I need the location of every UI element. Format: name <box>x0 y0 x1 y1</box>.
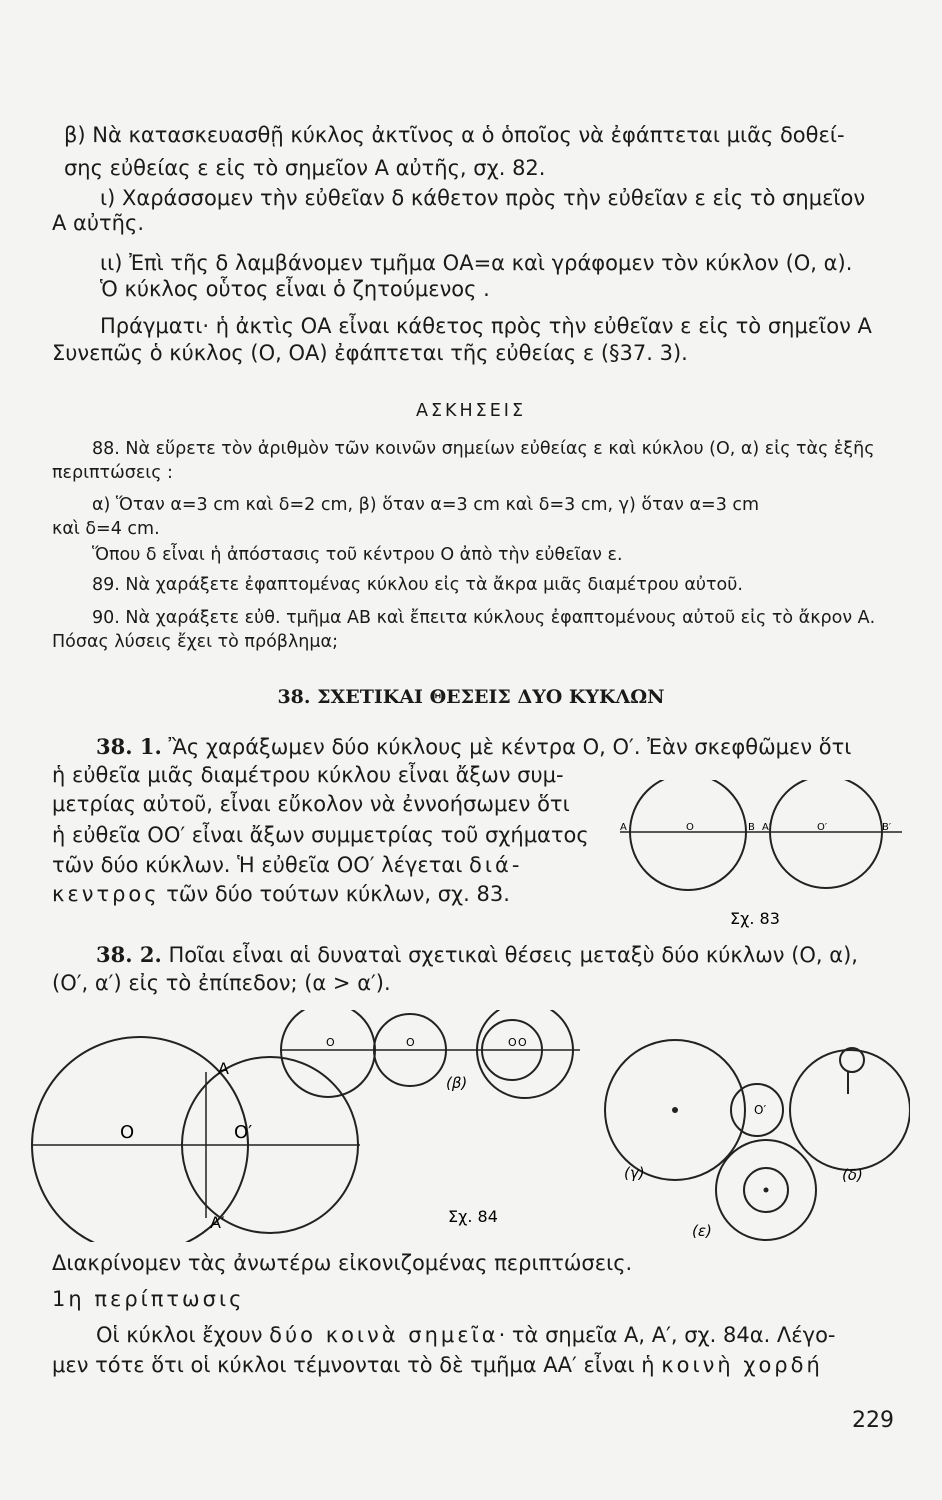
figure-84 <box>30 1010 910 1242</box>
paragraph-line <box>96 1322 836 1348</box>
paragraph-line: μετρίας αὐτοῦ, εἶναι εὔκολον νὰ ἐννοήσωμεν ὅτι <box>52 792 570 816</box>
exercise-line: Πόσας λύσεις ἔχει τὸ πρόβλημα; <box>52 632 338 652</box>
paragraph-text: · τὰ σημεῖα Α, Α′, σχ. 84α. Λέγο- <box>498 1323 836 1347</box>
spaced-term: κεντρος <box>52 882 160 906</box>
fig84d-label: (δ) <box>842 1166 863 1184</box>
fig84b-center-label: O <box>326 1036 335 1049</box>
exercise-line: α) Ὅταν α=3 cm καὶ δ=2 cm, β) ὅταν α=3 cm καὶ δ=3 cm, γ) ὅταν α=3 cm <box>92 495 760 515</box>
figure-83 <box>612 780 912 940</box>
exercises-heading: ΑΣΚΗΣΕΙΣ <box>416 401 526 421</box>
exercise-line: 89. Νὰ χαράξετε ἐφαπτομένας κύκλου εἰς τὰ ἄκρα μιᾶς διαμέτρου αὐτοῦ. <box>92 575 743 595</box>
paragraph-line: Διακρίνομεν τὰς ἀνωτέρω εἰκονιζομένας περιπτώσεις. <box>52 1251 633 1275</box>
page-number: 229 <box>852 1408 894 1433</box>
fig84a-label: A′ <box>210 1213 225 1232</box>
fig83-label: A <box>620 822 627 833</box>
exercise-line: καὶ δ=4 cm. <box>52 519 160 539</box>
text-line: ιι) Ἐπὶ τῆς δ λαμβάνομεν τμῆμα ΟΑ=α καὶ γράφομεν τὸν κύκλον (Ο, α). <box>100 251 853 275</box>
fig83-label: B <box>748 822 755 833</box>
exercise-line: περιπτώσεις : <box>52 463 173 483</box>
fig84a-circle-o <box>32 1037 248 1242</box>
fig84b-center-label: O <box>518 1036 527 1049</box>
paragraph-text: Ἂς χαράξωμεν δύο κύκλους μὲ κέντρα Ο, Ο′. Ἐὰν σκεφθῶμεν ὅτι <box>168 735 852 759</box>
exercise-line: Ὅπου δ εἶναι ἡ ἀπόστασις τοῦ κέντρου Ο ἀπὸ τὴν εὐθεῖαν ε. <box>92 545 623 565</box>
paragraph-line <box>52 881 510 907</box>
text-line: ι) Χαράσσομεν τὴν εὐθεῖαν δ κάθετον πρὸς τὴν εὐθεῖαν ε εἰς τὸ σημεῖον <box>100 186 866 210</box>
section-heading: 38. ΣΧΕΤΙΚΑΙ ΘΕΣΕΙΣ ΔΥΟ ΚΥΚΛΩΝ <box>277 686 665 708</box>
fig84a-label: A <box>218 1059 229 1078</box>
fig84b-center-label: O <box>508 1036 517 1049</box>
text-line: σης εὐθείας ε εἰς τὸ σημεῖον Α αὐτῆς, σχ. 82. <box>64 156 546 180</box>
fig84-caption: Σχ. 84 <box>448 1207 498 1226</box>
exercise-line: 90. Νὰ χαράξετε εὐθ. τμῆμα ΑΒ καὶ ἔπειτα κύκλους ἐφαπτομένους αὐτοῦ εἰς τὸ ἄκρον Α. <box>92 608 876 628</box>
fig84d-circle-outer <box>790 1050 910 1170</box>
paragraph-line <box>96 942 858 968</box>
text-line: Α αὐτῆς. <box>52 211 144 235</box>
paragraph-text: Οἱ κύκλοι ἔχουν <box>96 1323 270 1347</box>
text-line: Συνεπῶς ὁ κύκλος (Ο, ΟΑ) ἐφάπτεται τῆς εὐθείας ε (§37. 3). <box>52 341 688 365</box>
text-line: β) Νὰ κατασκευασθῇ κύκλος ἀκτῖνος α ὁ ὁποῖος νὰ ἐφάπτεται μιᾶς δοθεί- <box>64 123 845 147</box>
fig84g-circle-inner <box>672 1107 678 1113</box>
paragraph-line <box>52 852 522 878</box>
fig83-caption: Σχ. 83 <box>730 909 780 928</box>
spaced-term: κοινὴ χορδή <box>661 1353 823 1377</box>
paragraph-text: τῶν δύο κύκλων. Ἡ εὐθεῖα ΟΟ′ λέγεται <box>52 853 470 877</box>
paragraph-line: ἡ εὐθεῖα μιᾶς διαμέτρου κύκλου εἶναι ἄξων συμ- <box>52 763 564 787</box>
paragraph-number: 38. 1. <box>96 734 162 759</box>
fig84g-label: (γ) <box>624 1164 645 1182</box>
paragraph-line <box>52 1352 823 1378</box>
text-line: Ὁ κύκλος οὗτος εἶναι ὁ ζητούμενος . <box>100 277 490 301</box>
fig84a-label: O <box>120 1122 135 1143</box>
paragraph-line <box>96 734 851 760</box>
fig84b-circle-1 <box>281 1010 375 1097</box>
fig83-label: O′ <box>817 822 828 833</box>
paragraph-line: (Ο′, α′) εἰς τὸ ἐπίπεδον; (α > α′). <box>52 971 391 995</box>
exercise-line: 88. Νὰ εὕρετε τὸν ἀριθμὸν τῶν κοινῶν σημείων εὐθείας ε καὶ κύκλου (Ο, α) εἰς τὰς ἑξῆς <box>92 439 875 459</box>
paragraph-line: ἡ εὐθεῖα ΟΟ′ εἶναι ἄξων συμμετρίας τοῦ σχήματος <box>52 823 589 847</box>
paragraph-text: Ποῖαι εἶναι αἱ δυναταὶ σχετικαὶ θέσεις μεταξὺ δύο κύκλων (Ο, α), <box>168 943 858 967</box>
fig84a-label: O′ <box>234 1122 253 1143</box>
spaced-term: διά- <box>469 853 523 877</box>
fig84d-circle-inner <box>840 1048 864 1072</box>
fig83-label: B′ <box>882 822 892 833</box>
fig83-circle-o-prime <box>770 780 882 888</box>
text-line: Πράγματι· ἡ ἀκτὶς ΟΑ εἶναι κάθετος πρὸς τὴν εὐθεῖαν ε εἰς τὸ σημεῖον Α <box>100 314 872 338</box>
spaced-term: δύο κοινὰ σημεῖα <box>269 1323 499 1347</box>
fig84e-label: (ε) <box>692 1222 712 1240</box>
fig83-circle-o <box>630 780 746 890</box>
paragraph-number: 38. 2. <box>96 942 162 967</box>
fig84b-label: (β) <box>446 1074 468 1092</box>
fig83-label: A′ <box>762 822 772 833</box>
case-heading: 1η περίπτωσις <box>52 1287 245 1311</box>
fig83-label: O <box>686 822 694 833</box>
fig84b-center-label: O <box>406 1036 415 1049</box>
fig84e-center-dot <box>764 1188 769 1193</box>
fig84g-center-label: O′ <box>754 1103 767 1117</box>
paragraph-text: τῶν δύο τούτων κύκλων, σχ. 83. <box>159 882 510 906</box>
paragraph-text: μεν τότε ὅτι οἱ κύκλοι τέμνονται τὸ δὲ τμῆμα ΑΑ′ εἶναι ἡ <box>52 1353 662 1377</box>
